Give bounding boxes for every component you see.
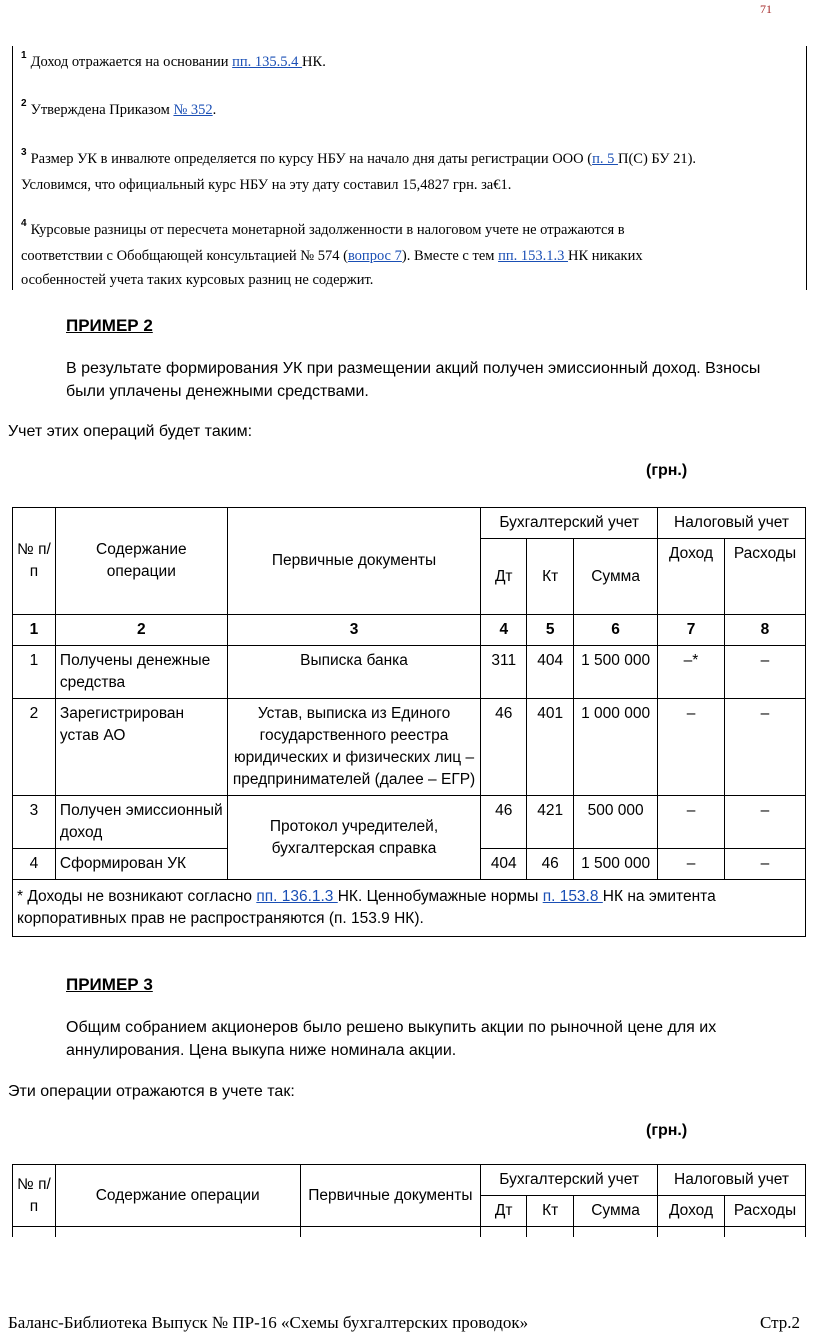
footnote-text: НК никаких	[567, 248, 643, 264]
cell-sum: 1 500 000	[574, 849, 658, 880]
header-num: № п/п	[13, 508, 56, 615]
column-number-row	[13, 615, 806, 646]
footer-publication: Баланс-Библиотека Выпуск № ПР-16 «Схемы бухгалтерских проводок»	[8, 1313, 529, 1332]
empty-cell	[481, 1227, 527, 1238]
cell-num: 3	[13, 796, 56, 849]
cell-sum: 500 000	[574, 796, 658, 849]
table-note-row	[13, 880, 806, 937]
col-number: 5	[527, 615, 574, 646]
footnote-3	[21, 147, 796, 197]
note-link[interactable]: пп. 136.1.3	[256, 888, 338, 905]
col-number: 8	[724, 615, 805, 646]
header-num: № п/п	[13, 1165, 56, 1227]
empty-cell	[574, 1227, 658, 1238]
header-row	[13, 508, 806, 539]
header-kt: Кт	[527, 1196, 574, 1227]
footnote-2	[21, 98, 796, 124]
footnote-link[interactable]: пп. 153.1.3	[498, 248, 568, 264]
table-row	[13, 646, 806, 699]
example-2-unit: (грн.)	[646, 462, 688, 479]
header-kt: Кт	[527, 539, 574, 615]
header-accounting: Бухгалтерский учет	[481, 508, 658, 539]
note-text: * Доходы не возникают согласно	[17, 888, 257, 905]
header-sum: Сумма	[574, 539, 658, 615]
cell-dt: 311	[481, 646, 527, 699]
cell-kt: 421	[527, 796, 574, 849]
footnote-text: соответствии с Обобщающей консультацией № 574 (	[21, 248, 348, 264]
cell-num: 1	[13, 646, 56, 699]
cell-num: 4	[13, 849, 56, 880]
cell-income: –	[658, 849, 725, 880]
note-text: корпоративных прав не распространяются (п. 153.9 НК).	[17, 910, 424, 927]
cell-content: Зарегистрирован устав АО	[55, 699, 227, 796]
note-text: НК. Ценнобумажные нормы	[337, 888, 543, 905]
footnotes-box	[12, 46, 807, 290]
header-content: Содержание операции	[55, 508, 227, 615]
footnote-link[interactable]: № 352	[173, 102, 213, 118]
cell-kt: 46	[527, 849, 574, 880]
example-2-intro: Учет этих операций будет таким:	[8, 423, 253, 440]
cell-income: –	[658, 699, 725, 796]
footnote-text: Курсовые разницы от пересчета монетарной задолженности в налоговом учете не отражаются в	[30, 222, 625, 238]
empty-cell	[300, 1227, 481, 1238]
cell-docs: Устав, выписка из Единого государственного реестра юридических и физических лиц – предпринимателей (далее – ЕГР)	[227, 699, 481, 796]
table-row	[13, 1227, 806, 1238]
cell-expenses: –	[724, 699, 805, 796]
footnote-number: 2	[21, 98, 27, 109]
col-number: 7	[658, 615, 725, 646]
header-accounting: Бухгалтерский учет	[481, 1165, 658, 1196]
footnote-text: Размер УК в инвалюте определяется по курсу НБУ на начало дня даты регистрации ООО (	[30, 151, 593, 167]
example-2-heading: ПРИМЕР 2	[66, 316, 153, 335]
cell-content: Сформирован УК	[55, 849, 227, 880]
header-docs: Первичные документы	[227, 508, 481, 615]
example-3-heading: ПРИМЕР 3	[66, 975, 153, 994]
footnote-number: 3	[21, 147, 27, 158]
table-row	[13, 796, 806, 849]
example-2-paragraph: В результате формирования УК при размещении акций получен эмиссионный доход. Взносы были уплачены денежными средствами.	[66, 360, 761, 400]
cell-dt: 46	[481, 796, 527, 849]
col-number: 4	[481, 615, 527, 646]
header-dt: Дт	[481, 1196, 527, 1227]
footnote-number: 4	[21, 218, 27, 229]
operations-table-2	[12, 1164, 806, 1237]
cell-expenses: –	[724, 796, 805, 849]
empty-cell	[527, 1227, 574, 1238]
footnote-link[interactable]: вопрос 7	[347, 248, 402, 264]
footnote-1	[21, 50, 796, 76]
footnote-text: .	[212, 102, 217, 118]
cell-content: Получены денежные средства	[55, 646, 227, 699]
header-row	[13, 1165, 806, 1196]
footnote-link[interactable]: пп. 135.5.4	[232, 54, 303, 70]
footnote-text: НК.	[302, 54, 326, 70]
header-income: Доход	[658, 1196, 725, 1227]
cell-kt: 401	[527, 699, 574, 796]
header-tax: Налоговый учет	[658, 508, 806, 539]
header-income: Доход	[658, 539, 725, 615]
cell-income: –*	[658, 646, 725, 699]
example-3-unit: (грн.)	[646, 1122, 688, 1139]
col-number: 6	[574, 615, 658, 646]
col-number: 1	[13, 615, 56, 646]
cell-docs: Выписка банка	[227, 646, 481, 699]
note-link[interactable]: п. 153.8	[542, 888, 603, 905]
footer-page: Стр.2	[760, 1313, 801, 1332]
cell-dt: 404	[481, 849, 527, 880]
header-expenses: Расходы	[724, 539, 805, 615]
cell-expenses: –	[724, 849, 805, 880]
cell-num: 2	[13, 699, 56, 796]
example-3-paragraph: Общим собранием акционеров было решено выкупить акции по рыночной цене для их аннулирования. Цена выкупа ниже номинала акции.	[66, 1019, 717, 1059]
header-content: Содержание операции	[55, 1165, 300, 1227]
cell-content: Получен эмиссионный доход	[55, 796, 227, 849]
col-number: 2	[55, 615, 227, 646]
example-3-intro: Эти операции отражаются в учете так:	[8, 1083, 295, 1100]
cell-expenses: –	[724, 646, 805, 699]
header-tax: Налоговый учет	[658, 1165, 806, 1196]
empty-cell	[13, 1227, 56, 1238]
operations-table-1	[12, 507, 806, 937]
cell-income: –	[658, 796, 725, 849]
footnote-text: Условимся, что официальный курс НБУ на эту дату составил 15,4827 грн. за€1.	[21, 177, 512, 193]
col-number: 3	[227, 615, 481, 646]
header-dt: Дт	[481, 539, 527, 615]
cell-kt: 404	[527, 646, 574, 699]
footnote-text: Утверждена Приказом	[30, 102, 174, 118]
table-note	[13, 880, 806, 937]
note-text: НК на эмитента	[602, 888, 716, 905]
footnote-text: особенностей учета таких курсовых разниц не содержит.	[21, 272, 374, 288]
empty-cell	[724, 1227, 805, 1238]
cell-dt: 46	[481, 699, 527, 796]
cell-sum: 1 000 000	[574, 699, 658, 796]
page-number: 71	[760, 2, 772, 16]
footnote-4	[21, 218, 796, 292]
table-row	[13, 699, 806, 796]
footnote-text: П(С) БУ 21).	[617, 151, 697, 167]
footnote-link[interactable]: п. 5	[592, 151, 618, 167]
footnote-number: 1	[21, 50, 27, 61]
empty-cell	[55, 1227, 300, 1238]
cell-sum: 1 500 000	[574, 646, 658, 699]
header-expenses: Расходы	[724, 1196, 805, 1227]
header-sum: Сумма	[574, 1196, 658, 1227]
footnote-text: ). Вместе с тем	[401, 248, 499, 264]
cell-docs: Протокол учредителей, бухгалтерская справка	[227, 796, 481, 880]
header-docs: Первичные документы	[300, 1165, 481, 1227]
empty-cell	[658, 1227, 725, 1238]
footnote-text: Доход отражается на основании	[30, 54, 233, 70]
